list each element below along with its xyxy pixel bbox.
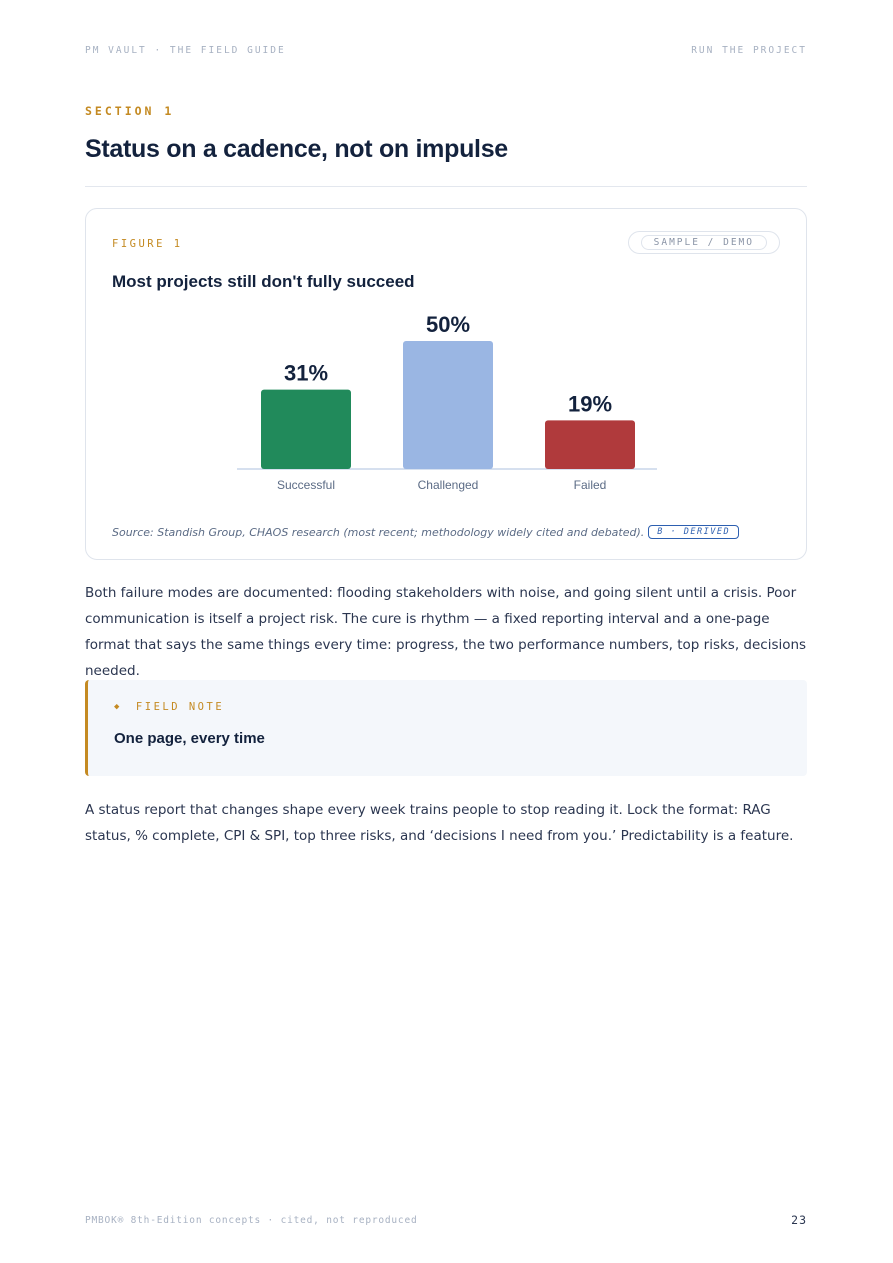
data-label-successful: 31% — [283, 360, 329, 386]
figure-source-text: Source: Standish Group, CHAOS research (most recent; methodology widely cited and debated). — [112, 525, 645, 539]
field-note-label: FIELD NOTE — [135, 701, 225, 713]
figure-label: FIGURE 1 — [112, 238, 183, 250]
body-paragraph-2: A status report that changes shape every week trains people to stop reading it. Lock the format: RAG status, % complete, CPI & SPI, top three risks, and ‘decisions I need from you.’ Predictability is a feature. — [85, 802, 794, 844]
tick-label-successful: Successful — [276, 478, 336, 492]
figure-card — [85, 208, 807, 560]
page-number: 23 — [791, 1213, 807, 1227]
figure-title: Most projects still don't fully succeed — [112, 272, 415, 291]
field-note-callout — [85, 680, 807, 776]
page-title: Status on a cadence, not on impulse — [85, 135, 508, 163]
derived-badge: B · DERIVED — [648, 525, 739, 539]
title-divider — [85, 186, 807, 187]
bar-successful — [261, 390, 351, 469]
bar-chart — [86, 304, 806, 504]
diamond-icon: ◆ — [114, 702, 122, 712]
data-label-failed: 19% — [567, 391, 613, 417]
tick-label-failed: Failed — [573, 478, 607, 492]
running-header — [85, 45, 807, 56]
section-eyebrow: SECTION 1 — [85, 104, 175, 118]
field-note-eyebrow — [114, 701, 224, 713]
sample-badge-label: SAMPLE / DEMO — [641, 235, 767, 250]
tick-label-challenged: Challenged — [417, 478, 479, 492]
running-header-left: PM VAULT · THE FIELD GUIDE — [85, 45, 286, 56]
running-header-right: RUN THE PROJECT — [691, 45, 807, 56]
footer-note: PMBOK® 8th-Edition concepts · cited, not reproduced — [85, 1215, 418, 1226]
bar-failed — [545, 420, 635, 469]
sample-badge — [628, 231, 780, 254]
data-label-challenged: 50% — [425, 312, 471, 337]
field-note-title: One page, every time — [114, 730, 265, 747]
body-paragraph-1: Both failure modes are documented: flooding stakeholders with noise, and going silent until a crisis. Poor communication is itself a project risk. The cure is rhythm — a fixed reporting interval and a one-page format that says the same things every time: progress, the two performance numbers, top risks, decisions needed. — [85, 585, 807, 679]
bar-challenged — [403, 341, 493, 469]
figure-source — [112, 525, 739, 539]
